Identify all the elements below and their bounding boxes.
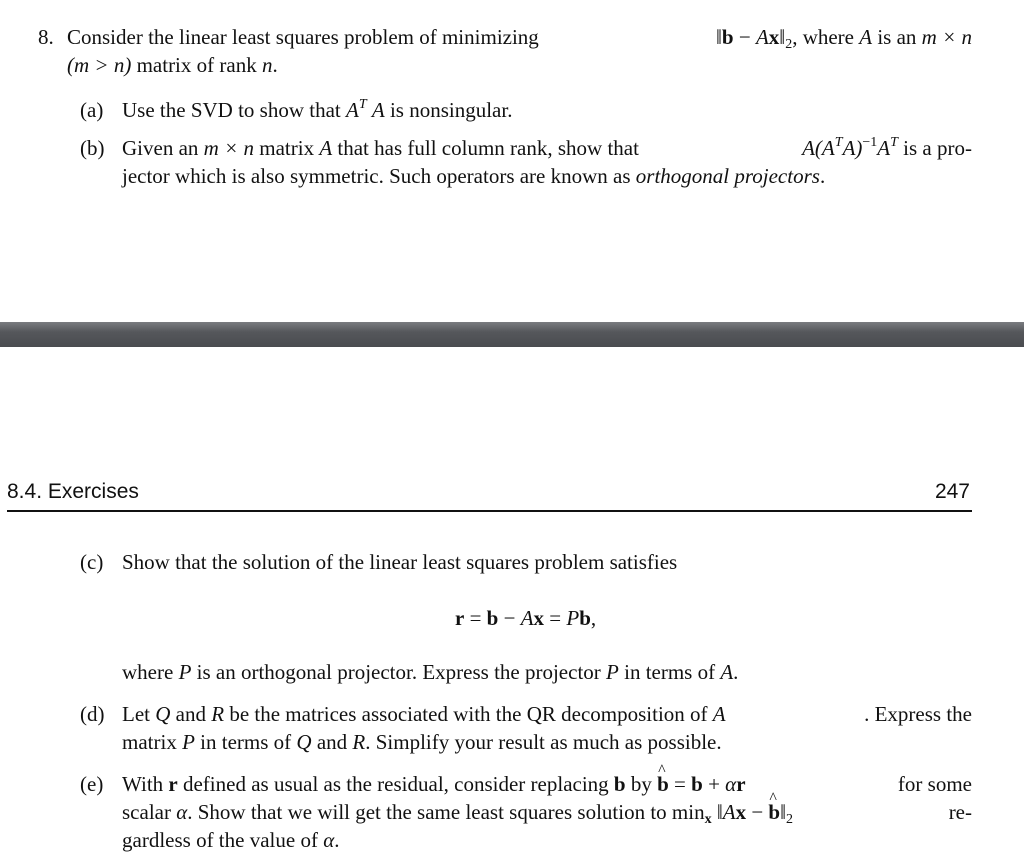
header-rule bbox=[7, 510, 972, 512]
part-e-label: (e) bbox=[80, 772, 104, 796]
part-c-equation: r = b − Ax = Pb, bbox=[455, 606, 597, 630]
problem-statement-line-2: (m > n) matrix of rank n. bbox=[67, 53, 278, 77]
part-d-line-2: matrix P in terms of Q and R. Simplify your result as much as possible. bbox=[122, 730, 722, 754]
part-d-label: (d) bbox=[80, 702, 105, 726]
part-e-line-3: gardless of the value of α. bbox=[122, 828, 340, 852]
part-b-line-2: jector which is also symmetric. Such operators are known as orthogonal projectors. bbox=[122, 164, 826, 188]
page-divider bbox=[0, 322, 1024, 347]
part-c-label: (c) bbox=[80, 550, 104, 574]
part-a-text: Use the SVD to show that $A^T$ A is nonsingular. bbox=[122, 97, 513, 122]
part-c-text: Show that the solution of the linear least squares problem satisfies bbox=[122, 550, 678, 574]
running-head bbox=[7, 480, 972, 508]
part-a-label: (a) bbox=[80, 98, 104, 122]
part-e-line-1: With r defined as usual as the residual, consider replacing b by ^ b = b + αr for some bbox=[122, 770, 972, 798]
problem-statement-line-1: Consider the linear least squares problem of minimizing ‖b − $Ax‖_2$, where A is an m × n bbox=[67, 25, 972, 52]
part-c-where-line: where P is an orthogonal projector. Express the projector P in terms of A. bbox=[122, 660, 739, 684]
problem-number: 8. bbox=[38, 25, 54, 49]
part-d-line-1: Let Q and R be the matrices associated with the QR decomposition of A . Express the bbox=[122, 702, 972, 726]
part-b-label: (b) bbox=[80, 136, 105, 160]
part-b-line-1: Given an m × n matrix A that has full column rank, show that $A(A^TA)^{-1}A^T$ is a pro- bbox=[122, 135, 972, 160]
part-e-line-2: scalar α. Show that we will get the same least squares solution to $\min_x$ ‖Ax − ^ $b‖_2$ re- bbox=[122, 798, 972, 826]
page-number: 247 bbox=[934, 480, 970, 503]
section-title: 8.4. Exercises bbox=[7, 480, 139, 503]
